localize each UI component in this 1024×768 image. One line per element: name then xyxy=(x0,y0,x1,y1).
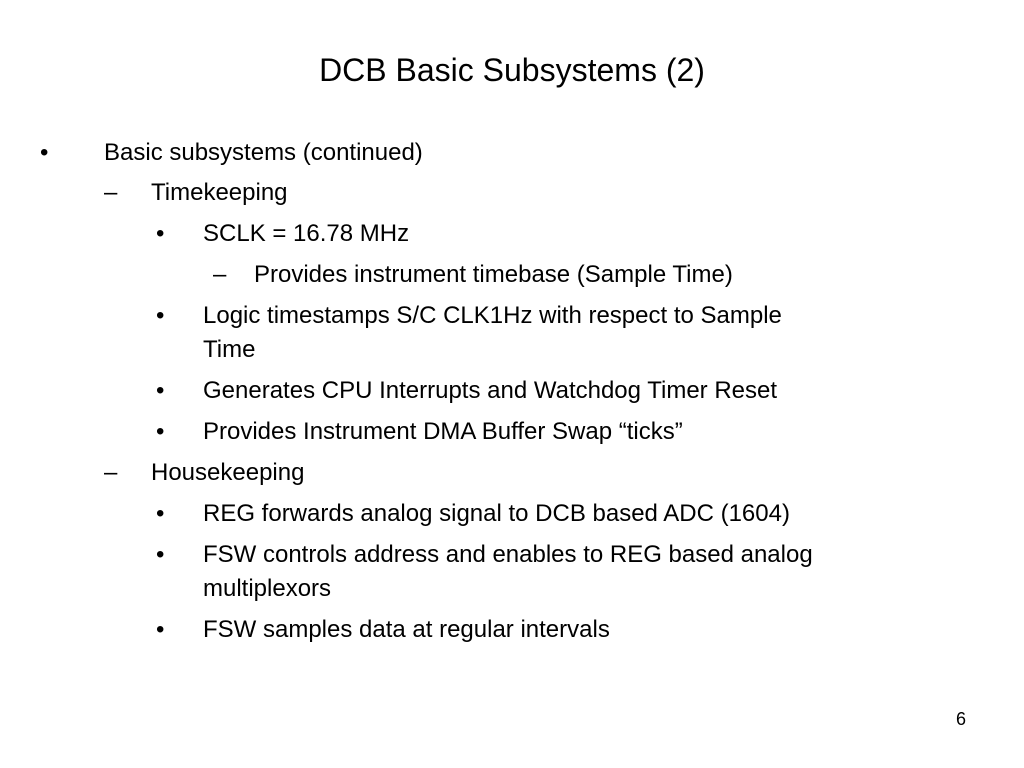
bullet-text: Generates CPU Interrupts and Watchdog Timer Reset xyxy=(203,377,778,404)
bullet-text: FSW controls address and enables to REG based analog xyxy=(203,541,813,568)
bullet-text: Basic subsystems (continued) xyxy=(104,139,423,166)
bullet-marker: • xyxy=(156,220,165,247)
bullet-item xyxy=(156,613,976,646)
bullet-text: Logic timestamps S/C CLK1Hz with respect to Sample xyxy=(203,302,782,329)
bullet-text: FSW samples data at regular intervals xyxy=(203,616,610,643)
bullet-text: Housekeeping xyxy=(151,459,305,486)
bullet-item xyxy=(156,374,976,407)
bullet-text: Provides Instrument DMA Buffer Swap “ticks” xyxy=(203,418,683,445)
bullet-text: Provides instrument timebase (Sample Time) xyxy=(254,261,733,288)
bullet-item xyxy=(40,136,940,169)
page-number: 6 xyxy=(955,709,966,729)
bullet-item xyxy=(104,176,964,209)
bullet-marker: • xyxy=(156,377,165,404)
dash-marker: – xyxy=(104,459,118,486)
bullet-marker: • xyxy=(156,616,165,643)
bullet-item xyxy=(156,497,976,530)
dash-marker: – xyxy=(213,261,227,288)
bullet-text-continuation: multiplexors xyxy=(203,575,332,602)
slide-title: DCB Basic Subsystems (2) xyxy=(319,52,705,88)
bullet-marker: • xyxy=(156,541,165,568)
dash-marker: – xyxy=(104,179,118,206)
bullet-text: Timekeeping xyxy=(151,179,288,206)
bullet-marker: • xyxy=(156,500,165,527)
bullet-item xyxy=(156,415,976,448)
bullet-item xyxy=(104,456,964,489)
bullet-text-continuation: Time xyxy=(203,336,256,363)
bullet-marker: • xyxy=(156,418,165,445)
bullet-item xyxy=(156,217,976,250)
bullet-item xyxy=(213,258,973,291)
bullet-text: SCLK = 16.78 MHz xyxy=(203,220,410,247)
bullet-item xyxy=(156,299,976,365)
bullet-marker: • xyxy=(40,139,49,166)
bullet-item xyxy=(156,538,976,604)
bullet-text: REG forwards analog signal to DCB based ADC (1604) xyxy=(203,500,790,527)
bullet-marker: • xyxy=(156,302,165,329)
